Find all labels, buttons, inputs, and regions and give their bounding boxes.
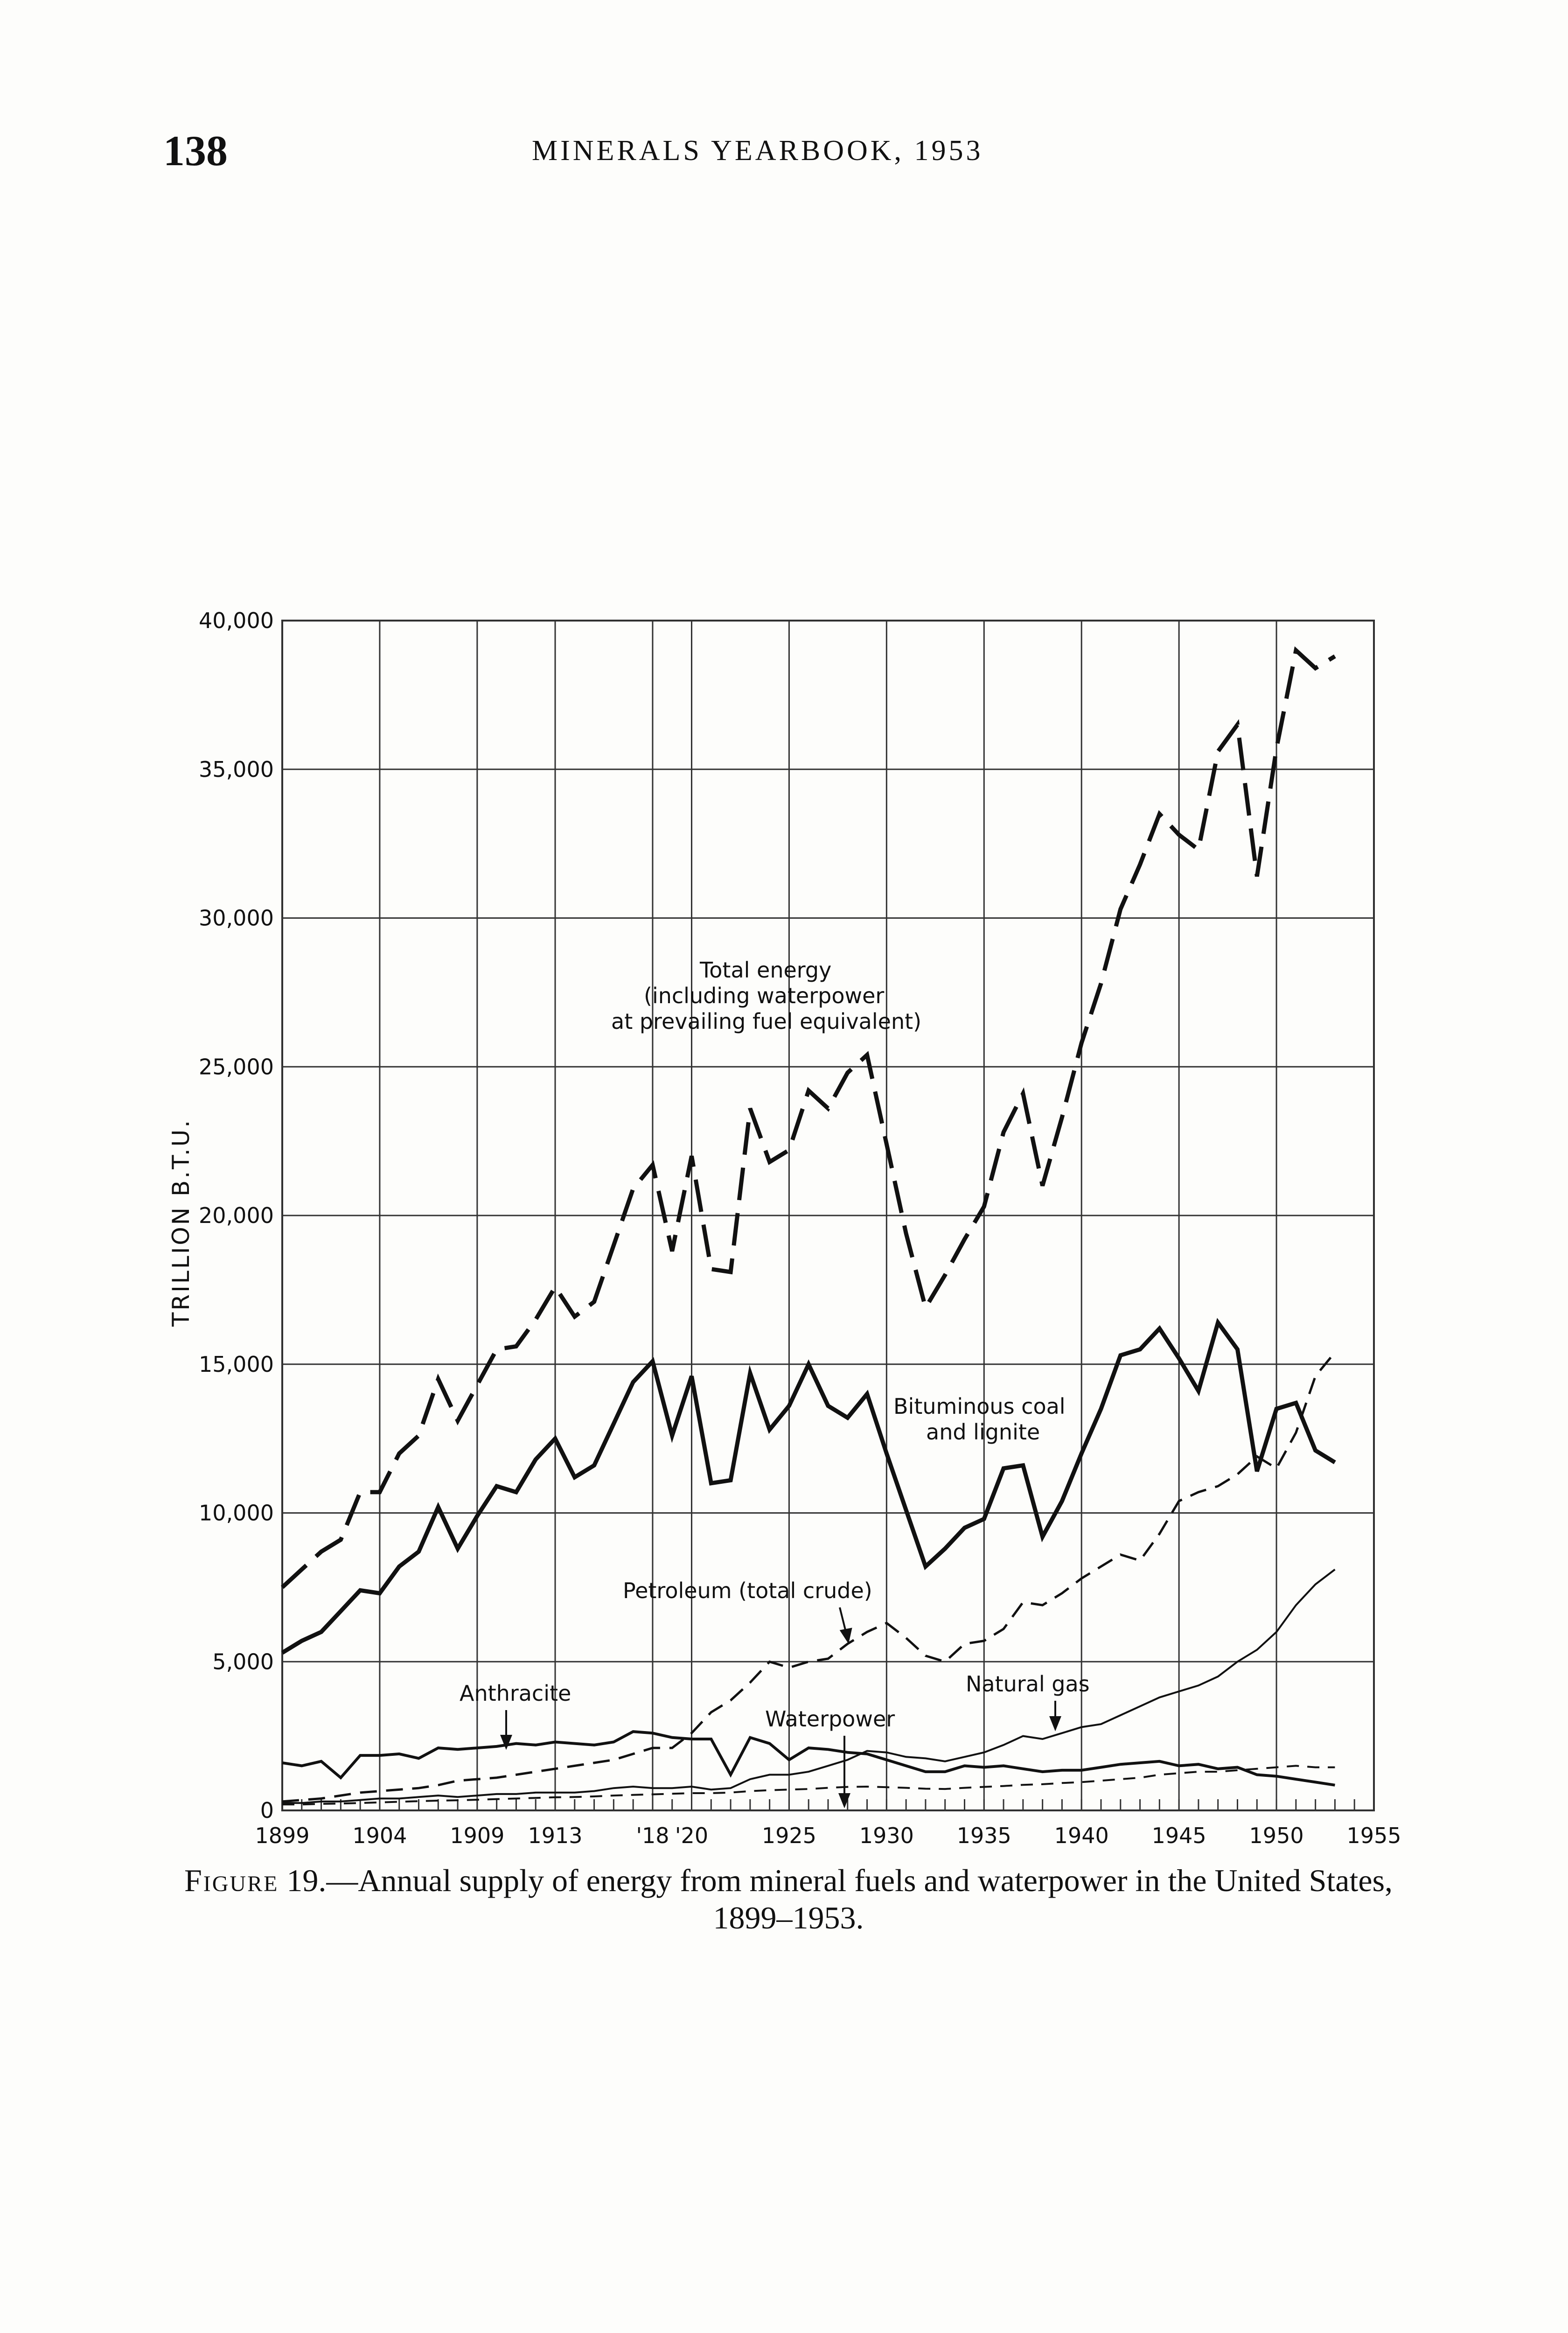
y-tick-label: 0 [260,1798,274,1823]
annotation-petroleum: Petroleum (total crude) [623,1578,872,1603]
annotation-total-line1: Total energy [700,957,832,983]
x-tick-label: 1899 [255,1823,310,1848]
x-tick-label: 1913 [528,1823,583,1848]
annotation-natural-gas: Natural gas [966,1671,1090,1697]
annotation-waterpower: Waterpower [765,1706,895,1732]
y-tick-label: 25,000 [199,1054,274,1080]
x-tick-label: '20 [675,1823,709,1848]
y-tick-label: 40,000 [199,608,274,633]
x-tick-label: 1940 [1054,1823,1109,1848]
annotation-total-energy [611,957,921,1034]
y-tick-label: 5,000 [212,1649,274,1675]
series-line-4 [282,1570,1335,1803]
chart-grid [282,621,1374,1810]
x-tick-label: 1950 [1249,1823,1304,1848]
figure-label: Figure [184,1863,279,1898]
y-axis-ticks [199,608,274,1823]
y-tick-label: 35,000 [199,756,274,782]
x-tick-label: 1930 [859,1823,914,1848]
chart-points [282,650,1335,1805]
y-tick-label: 30,000 [199,905,274,931]
running-head: MINERALS YEARBOOK, 1953 [532,135,983,167]
y-tick-label: 15,000 [199,1351,274,1377]
x-tick-label: 1935 [956,1823,1011,1848]
x-tick-label: '18 [636,1823,669,1848]
x-tick-label: 1955 [1346,1823,1401,1848]
annotation-bituminous [893,1394,1066,1445]
x-tick-label: 1925 [761,1823,816,1848]
series-line-0 [282,650,1335,1587]
annotation-total-line3: at prevailing fuel equivalent) [611,1009,922,1034]
page-number: 138 [163,127,228,175]
annotation-bituminous-line2: and lignite [926,1419,1040,1445]
y-axis-label: TRILLION B.T.U. [167,1118,195,1327]
series-line-2 [282,1352,1335,1802]
annotation-anthracite: Anthracite [460,1681,571,1706]
series-line-3 [282,1732,1335,1785]
annotation-total-line2: (including waterpower [644,983,885,1008]
x-tick-label: 1909 [450,1823,505,1848]
chart-series [282,650,1335,1805]
x-tick-label: 1945 [1151,1823,1206,1848]
y-tick-label: 20,000 [199,1203,274,1228]
y-tick-label: 10,000 [199,1500,274,1526]
x-axis-ticks [255,1823,1401,1848]
figure-caption [154,1862,1423,1936]
x-tick-label: 1904 [352,1823,407,1848]
annotation-bituminous-line1: Bituminous coal [893,1394,1066,1419]
figure-caption-text: 19.—Annual supply of energy from mineral fuels and waterpower in the United States, 1899–1953. [286,1863,1393,1935]
